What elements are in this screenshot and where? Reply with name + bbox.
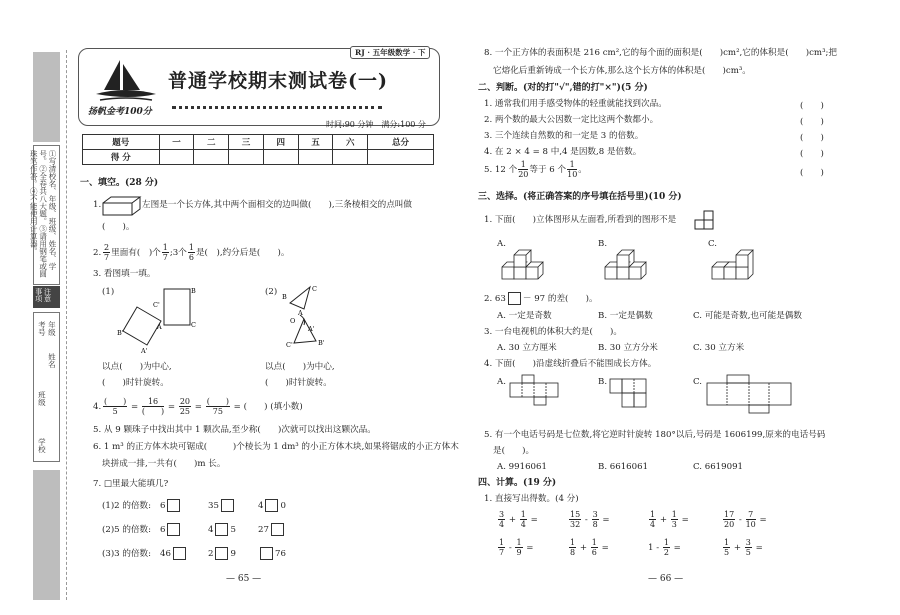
title-dots <box>172 106 382 109</box>
score-header-row <box>83 135 434 150</box>
judge-answer-3[interactable]: ( ) <box>800 133 824 143</box>
score-cell[interactable] <box>194 150 229 165</box>
judge-answer-1[interactable]: ( ) <box>800 101 824 111</box>
fraction: $\frac{1}{7}$ <box>499 538 505 557</box>
fraction: $\frac{2}{7}$ <box>104 243 110 262</box>
score-header-cell: 二 <box>194 135 229 150</box>
choice1-opt-a[interactable]: A. <box>497 239 506 249</box>
fraction: $\frac{1}{4}$ <box>520 510 526 529</box>
series-tag: RJ · 五年级数学 · 下 <box>350 46 430 59</box>
choice3-text: 3. 一台电视机的体积大约是( )。 <box>484 327 622 337</box>
judge-answer-4[interactable]: ( ) <box>800 149 824 159</box>
judge-item-3: 3. 三个连续自然数的和一定是 3 的倍数。 <box>484 131 644 141</box>
q7-digit-item: 4 0 <box>258 501 286 511</box>
q7-text: 7. □里最大能填几? <box>93 479 169 489</box>
margin-notes-box <box>29 145 60 285</box>
q8-text-2: 它熔化后重新铸成一个长方体,那么这个长方体的体积是( )cm³。 <box>493 66 751 76</box>
front-view-shape-icon <box>695 210 725 234</box>
score-header-cell: 五 <box>298 135 333 150</box>
cube-stack-c <box>710 245 770 290</box>
q7-digit-item: 35 <box>208 499 236 514</box>
fraction: $\frac{3}{5}$ <box>745 538 751 557</box>
q3-answer-1a: 以点( )为中心, <box>102 362 172 372</box>
calc-expression: $\frac{1}{4}$ + $\frac{1}{3}$ = <box>650 510 689 529</box>
judge-item-5: 5. 12 个 $\frac{1}{20}$ 等于 6 个 $\frac{1}{10}$ 。 <box>484 160 587 179</box>
q7-digit-item: 76 <box>258 547 286 562</box>
rotation-figure-2 <box>282 285 342 355</box>
svg-text:B: B <box>191 287 196 295</box>
choice2-line: 2. 63 － 97 的差( )。 <box>484 294 598 304</box>
margin-notes-text: ①写清校名、年级、班级、姓名、学号。②全卷共八大题。③请用钢笔或圆珠笔作答。④不能使用计算器。 <box>29 150 57 278</box>
score-header-cell: 三 <box>229 135 264 150</box>
calc-expression: $\frac{1}{7}$ - $\frac{1}{9}$ = <box>499 538 534 557</box>
score-cell[interactable] <box>229 150 264 165</box>
margin-block-top <box>33 52 60 142</box>
score-cell[interactable] <box>263 150 298 165</box>
choice4-text: 4. 下面( )沿虚线折叠后不能围成长方体。 <box>484 359 657 369</box>
fraction: $\frac{1}{7}$ <box>162 243 168 262</box>
field-name: 姓名 <box>47 353 57 368</box>
fraction: $\frac{7}{10}$ <box>745 510 756 529</box>
section2-title: 二、判断。(对的打"√",错的打"×")(5 分) <box>478 83 648 93</box>
score-row <box>83 150 434 165</box>
field-grade: 年级 <box>47 321 57 336</box>
judge-item-4: 4. 在 2 × 4 = 8 中,4 是因数,8 是倍数。 <box>484 147 642 157</box>
q3-text: 3. 看图填一填。 <box>93 269 156 279</box>
fraction: $\frac{17}{20}$ <box>724 510 735 529</box>
svg-text:A': A' <box>308 325 315 333</box>
fraction: $\frac{1}{6}$ <box>591 538 597 557</box>
q6-text-1: 6. 1 m³ 的正方体木块可锯成( )个棱长为 1 dm³ 的小正方体木块,如果将锯成的小正方体木 <box>93 442 459 452</box>
score-header-cell: 四 <box>263 135 298 150</box>
rotation-figure-1 <box>117 285 207 355</box>
choice4-opt-b[interactable]: B. <box>598 377 608 387</box>
choice3-opt-b[interactable]: B. 30 立方分米 <box>598 343 658 353</box>
score-table <box>82 134 434 165</box>
judge-item-2: 2. 两个数的最大公因数一定比这两个数都小。 <box>484 115 659 125</box>
margin-block-bottom <box>33 470 60 600</box>
score-header-cell: 总分 <box>368 135 434 150</box>
q7-digit-item: 46 <box>160 547 188 562</box>
choice5-opt-a[interactable]: A. 9916061 <box>497 462 547 472</box>
net-figure-b <box>608 375 658 413</box>
svg-text:A: A <box>298 309 303 317</box>
digit-blank-box[interactable] <box>271 523 284 536</box>
page-title: 普通学校期末测试卷(一) <box>168 70 388 92</box>
svg-text:B: B <box>282 293 287 301</box>
digit-blank-box[interactable] <box>167 523 180 536</box>
fraction: $\frac{1}{8}$ <box>570 538 576 557</box>
svg-text:C: C <box>191 321 196 329</box>
choice1-text: 1. 下面( )立体图形从左面看,所看到的图形不是 <box>484 215 677 225</box>
fraction: $\frac{3}{8}$ <box>592 510 598 529</box>
q7-digit-item: 27 <box>258 523 286 538</box>
choice4-opt-c[interactable]: C. <box>693 377 703 387</box>
q4-number: 4. <box>93 402 102 412</box>
fraction: $\frac{1}{3}$ <box>671 510 677 529</box>
score-cell[interactable] <box>159 150 194 165</box>
q1-text: 左图是一个长方体,其中两个面相交的边叫做( ),三条棱相交的点叫做 <box>142 200 412 210</box>
q1-text-2: ( )。 <box>102 222 135 232</box>
score-header-cell: 六 <box>333 135 368 150</box>
judge-answer-5[interactable]: ( ) <box>800 168 824 178</box>
choice5-text: 5. 有一个电话号码是七位数,将它逆时针旋转 180°以后,号码是 1606199,原来的电话号码 <box>484 430 826 440</box>
q7-digit-item: 2 9 <box>208 549 236 559</box>
fraction: $\frac{3}{4}$ <box>499 510 505 529</box>
svg-text:O: O <box>290 317 296 325</box>
left-page-number: — 65 — <box>226 574 262 584</box>
cube-stack-a <box>500 245 560 290</box>
q6-text-2: 块拼成一排,一共有( )m 长。 <box>102 459 226 469</box>
margin-fields-box <box>33 312 60 462</box>
brand-name: 扬帆金考100分 <box>88 107 152 117</box>
right-page-number: — 66 — <box>648 574 684 584</box>
digit-blank-box[interactable] <box>215 523 228 536</box>
margin-notes-title: 注意事项 <box>33 286 60 308</box>
q7-digit-item: 4 5 <box>208 525 236 535</box>
cube-stack-b <box>603 245 663 290</box>
fraction: $\frac{1}{4}$ <box>650 510 656 529</box>
score-header-cell: 一 <box>159 135 194 150</box>
digit-blank-box[interactable] <box>215 547 228 560</box>
q2-number: 2. <box>93 248 102 258</box>
q7-row-label: (2)5 的倍数: <box>102 525 152 535</box>
score-cell[interactable] <box>368 150 434 165</box>
calc-title: 1. 直接写出得数。(4 分) <box>484 494 579 504</box>
calc-expression: $\frac{17}{20}$ - $\frac{7}{10}$ = <box>724 510 767 529</box>
svg-text:A: A <box>157 323 162 331</box>
choice2-opt-a[interactable]: A. 一定是奇数 <box>497 311 552 321</box>
choice5-text-2: 是( )。 <box>493 446 535 456</box>
choice5-opt-b[interactable]: B. 6616061 <box>598 462 649 472</box>
calc-expression: $\frac{1}{5}$ + $\frac{3}{5}$ = <box>724 538 763 557</box>
score-header-cell: 题号 <box>83 135 160 150</box>
svg-text:C': C' <box>286 341 293 349</box>
q7-digit-item: 6 <box>160 499 182 514</box>
digit-blank-box[interactable] <box>260 547 273 560</box>
net-figure-c <box>705 375 795 415</box>
section4-title: 四、计算。(19 分) <box>478 478 557 488</box>
binding-line <box>66 50 67 600</box>
q3-answer-1b: ( )时针旋转。 <box>102 378 169 388</box>
svg-text:B': B' <box>318 339 325 347</box>
fraction: $\frac{15}{32}$ <box>570 510 581 529</box>
q7-row-label: (3)3 的倍数: <box>102 549 152 559</box>
choice2-opt-c[interactable]: C. 可能是奇数,也可能是偶数 <box>693 311 802 321</box>
calc-expression: $\frac{3}{4}$ + $\frac{1}{4}$ = <box>499 510 538 529</box>
sailboat-logo-icon <box>90 56 160 106</box>
digit-blank-box[interactable] <box>221 499 234 512</box>
q7-row-label: (1)2 的倍数: <box>102 501 152 511</box>
q2-line: $\frac{2}{7}$ 里面有( )个 $\frac{1}{7}$ ;3个 $\frac{1}{6}$ 是( ),约分后是( )。 <box>104 243 290 262</box>
q3-answer-2b: ( )时针旋转。 <box>265 378 332 388</box>
judge-item-1: 1. 通常我们用手感受物体的轻重就能找到次品。 <box>484 99 667 109</box>
digit-blank-box[interactable] <box>173 547 186 560</box>
fraction: $\frac{1}{9}$ <box>516 538 522 557</box>
digit-blank-box[interactable] <box>265 499 278 512</box>
svg-text:A': A' <box>141 347 148 355</box>
fraction: $\frac{1}{2}$ <box>663 538 669 557</box>
choice4-opt-a[interactable]: A. <box>497 377 506 387</box>
choice1-opt-c[interactable]: C. <box>708 239 718 249</box>
svg-text:B': B' <box>117 329 124 337</box>
score-cell[interactable] <box>333 150 368 165</box>
q3-label-2: (2) <box>265 287 278 297</box>
choice5-opt-c[interactable]: C. 6619091 <box>693 462 744 472</box>
field-school: 学校 <box>37 438 47 453</box>
field-number: 考号 <box>37 321 47 336</box>
score-row-label: 得 分 <box>83 150 160 165</box>
calc-expression: 1 - $\frac{1}{2}$ = <box>648 538 681 557</box>
digit-blank-box[interactable] <box>167 499 180 512</box>
q3-answer-2a: 以点( )为中心, <box>265 362 335 372</box>
svg-text:C': C' <box>153 301 160 309</box>
fraction: $\frac{1}{5}$ <box>724 538 730 557</box>
q7-digit-item: 6 <box>160 523 182 538</box>
q5-text: 5. 从 9 颗珠子中找出其中 1 颗次品,至少称( )次就可以找出这颗次品。 <box>93 425 376 435</box>
choice3-opt-c[interactable]: C. 30 立方米 <box>693 343 745 353</box>
choice1-opt-b[interactable]: B. <box>598 239 608 249</box>
q8-text-1: 8. 一个正方体的表面积是 216 cm²,它的每个面的面积是( )cm²,它的体积是( )cm³;把 <box>484 48 838 58</box>
net-figure-a <box>508 375 563 413</box>
svg-text:C: C <box>312 285 317 293</box>
score-cell[interactable] <box>298 150 333 165</box>
digit-blank-box[interactable] <box>508 292 521 305</box>
judge-answer-2[interactable]: ( ) <box>800 117 824 127</box>
q4-line: ( ) 5 = 16 ( ) = $\frac{20}{25}$ = ( ) 75 = ( ) (填小数) <box>104 397 303 416</box>
calc-expression: $\frac{15}{32}$ - $\frac{3}{8}$ = <box>570 510 610 529</box>
choice2-opt-b[interactable]: B. 一定是偶数 <box>598 311 653 321</box>
time-info: 时间:90 分钟 满分:100 分 <box>326 120 426 129</box>
fraction: $\frac{1}{6}$ <box>188 243 194 262</box>
q1-number: 1. <box>93 200 102 210</box>
choice3-opt-a[interactable]: A. 30 立方厘米 <box>497 343 557 353</box>
calc-expression: $\frac{1}{8}$ + $\frac{1}{6}$ = <box>570 538 609 557</box>
q3-label-1: (1) <box>102 287 115 297</box>
field-class: 班级 <box>37 391 47 406</box>
cuboid-figure-icon <box>102 195 142 217</box>
section3-title: 三、选择。(将正确答案的序号填在括号里)(10 分) <box>478 192 682 202</box>
section1-title: 一、填空。(28 分) <box>80 178 159 188</box>
